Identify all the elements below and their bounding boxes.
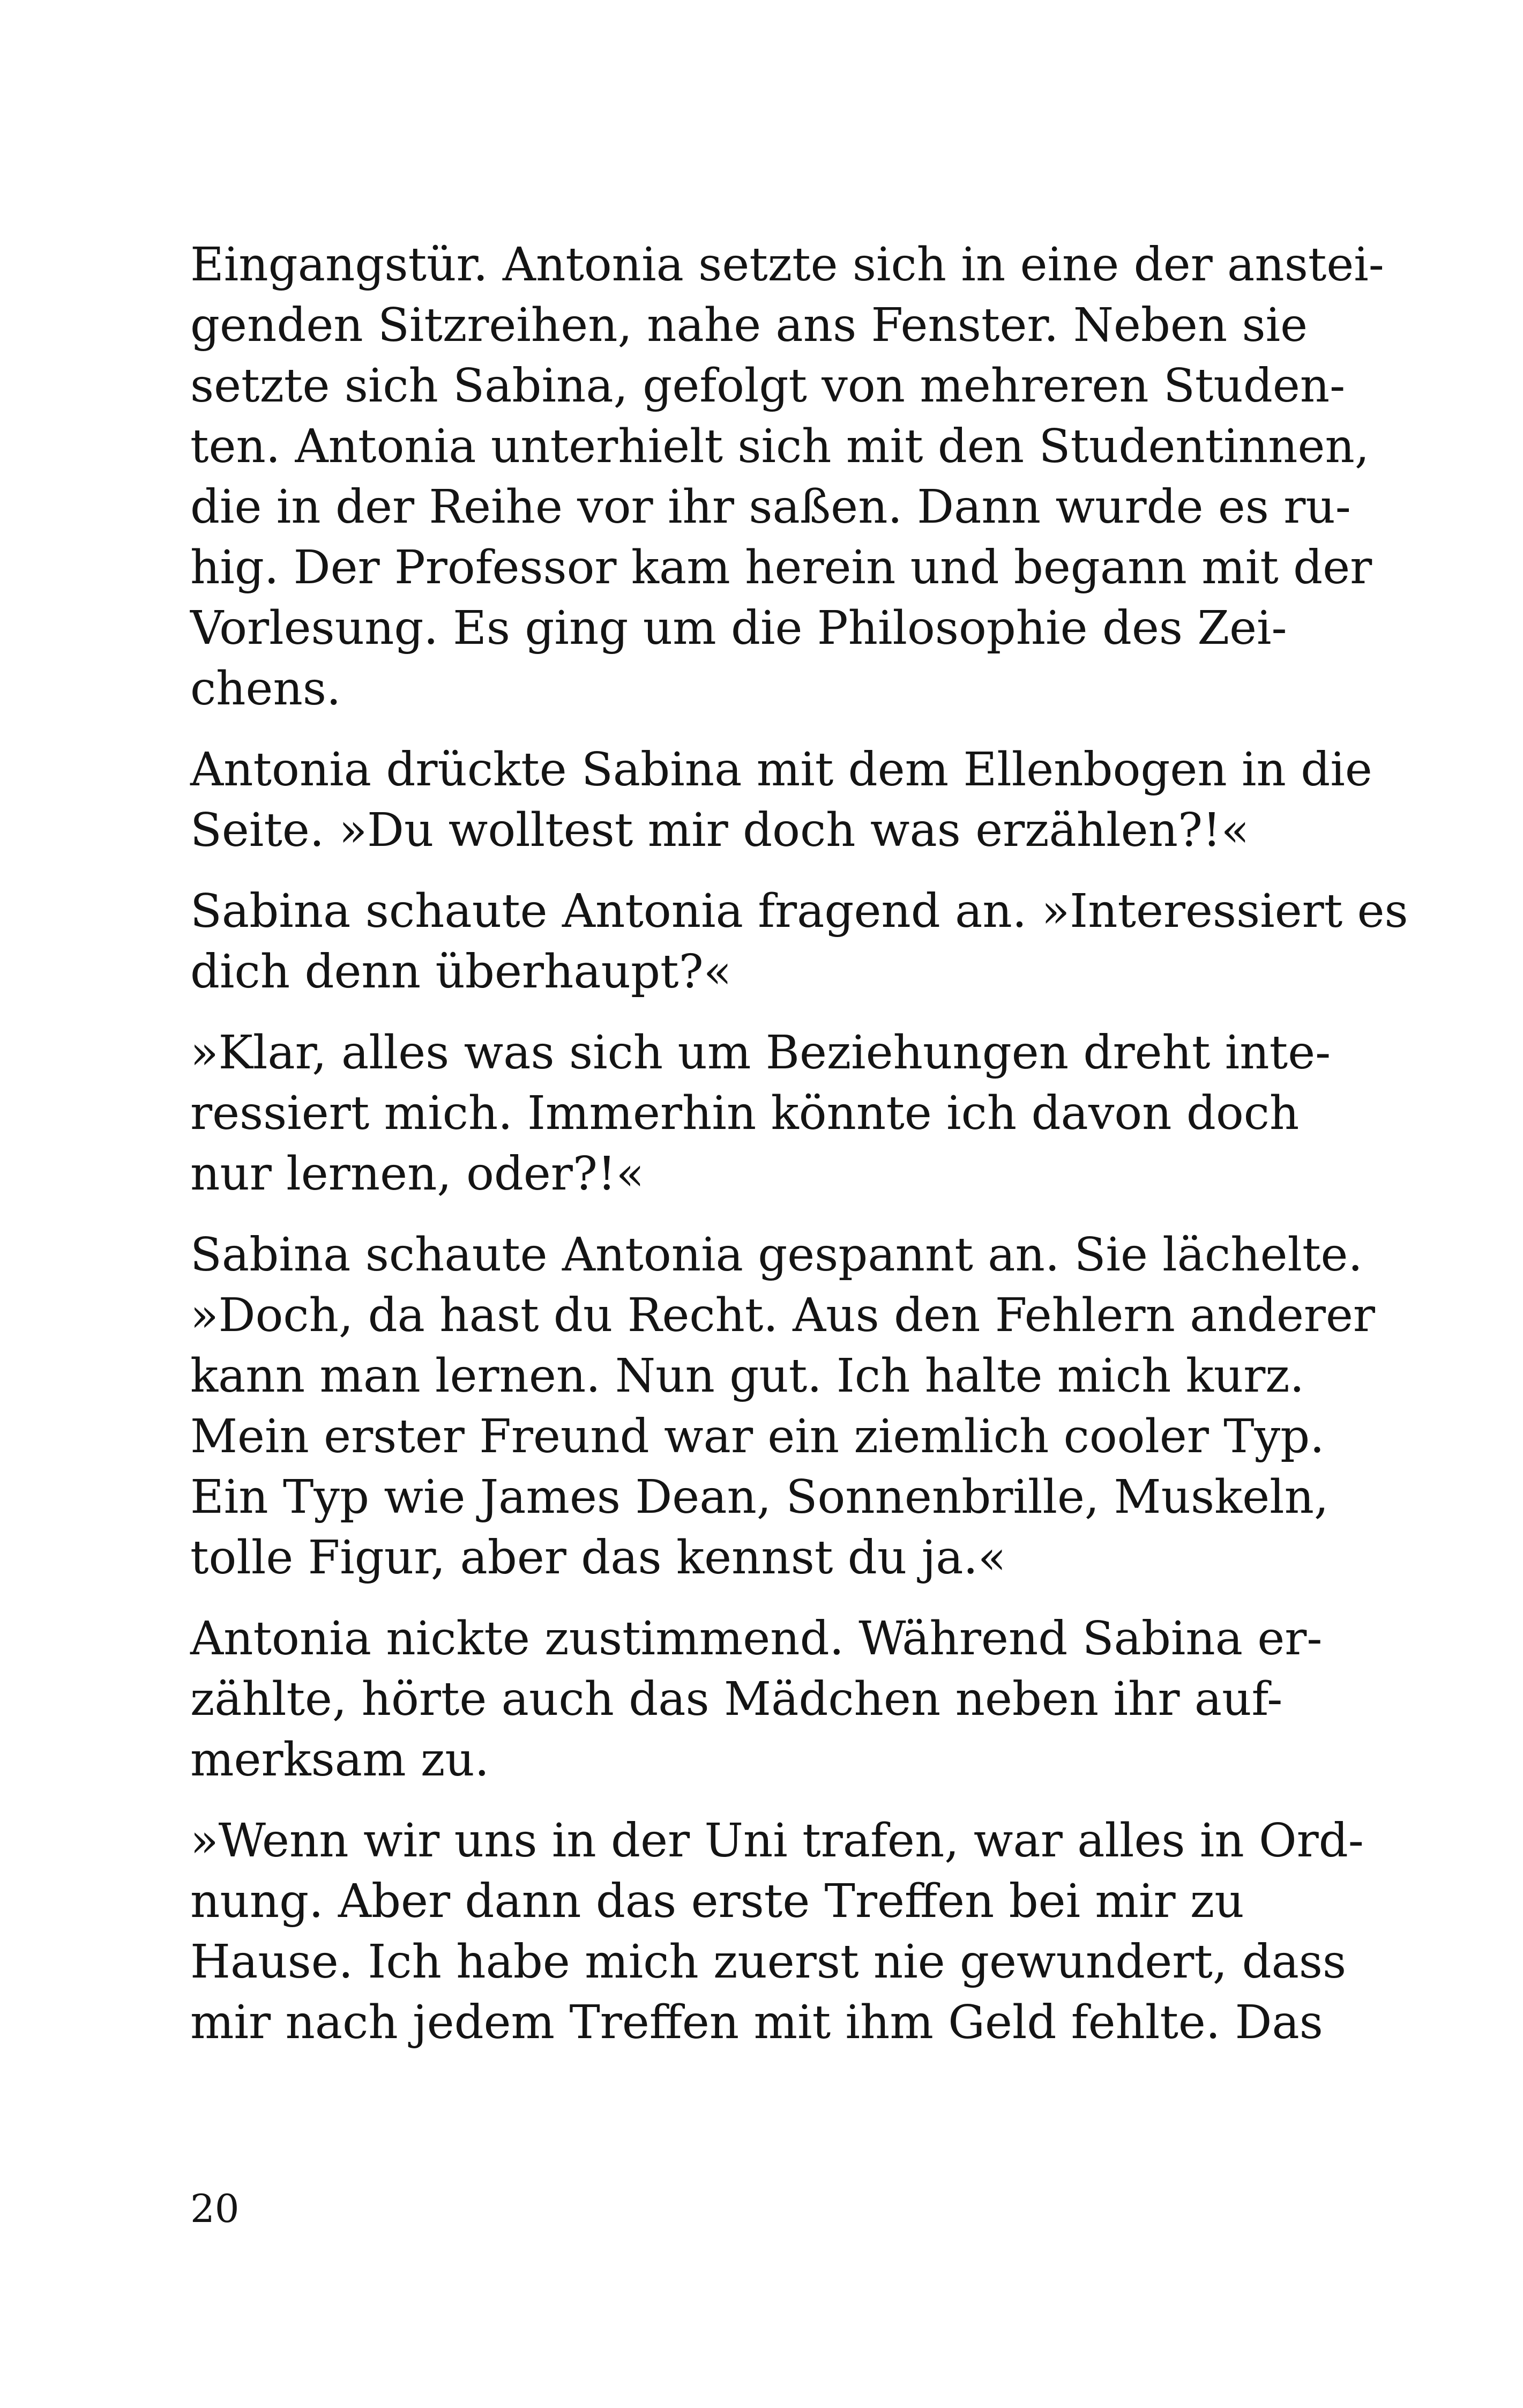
- page-number: 20: [190, 2186, 240, 2231]
- text-line: mir nach jedem Treffen mit ihm Geld fehlte. Das: [190, 1996, 1323, 2049]
- text-line: nur lernen, oder?!«: [190, 1147, 645, 1201]
- paragraph: [190, 881, 1408, 1002]
- text-line: »Klar, alles was sich um Beziehungen dreht inte-: [190, 1026, 1331, 1080]
- text-line: »Doch, da hast du Recht. Aus den Fehlern anderer: [190, 1289, 1375, 1342]
- body-text: [190, 235, 1408, 2073]
- text-line: hig. Der Professor kam herein und begann mit der: [190, 541, 1372, 594]
- text-line: merksam zu.: [190, 1733, 489, 1787]
- text-line: Vorlesung. Es ging um die Philosophie des Zei-: [190, 601, 1287, 655]
- paragraph: [190, 740, 1372, 861]
- paragraph: [190, 1225, 1375, 1588]
- text-line: dich denn überhaupt?«: [190, 945, 732, 999]
- text-line: ten. Antonia unterhielt sich mit den Studentinnen,: [190, 420, 1370, 473]
- text-line: ressiert mich. Immerhin könnte ich davon doch: [190, 1087, 1300, 1140]
- text-line: Seite. »Du wolltest mir doch was erzählen?!«: [190, 804, 1250, 857]
- text-line: zählte, hörte auch das Mädchen neben ihr auf-: [190, 1673, 1283, 1726]
- paragraph: [190, 1023, 1331, 1205]
- text-line: chens.: [190, 662, 341, 716]
- text-line: tolle Figur, aber das kennst du ja.«: [190, 1531, 1006, 1585]
- paragraph: [190, 1811, 1364, 2053]
- paragraph: [190, 1609, 1323, 1790]
- text-line: Ein Typ wie James Dean, Sonnenbrille, Muskeln,: [190, 1470, 1329, 1524]
- text-line: setzte sich Sabina, gefolgt von mehreren Studen-: [190, 359, 1346, 413]
- text-line: nung. Aber dann das erste Treffen bei mir zu: [190, 1875, 1244, 1928]
- text-line: Sabina schaute Antonia gespannt an. Sie lächelte.: [190, 1228, 1363, 1282]
- paragraph: [190, 235, 1384, 719]
- text-line: die in der Reihe vor ihr saßen. Dann wurde es ru-: [190, 480, 1351, 534]
- text-line: Mein erster Freund war ein ziemlich cooler Typ.: [190, 1410, 1325, 1463]
- text-line: genden Sitzreihen, nahe ans Fenster. Neben sie: [190, 299, 1308, 352]
- text-line: kann man lernen. Nun gut. Ich halte mich kurz.: [190, 1349, 1304, 1403]
- text-line: Hause. Ich habe mich zuerst nie gewundert, dass: [190, 1935, 1347, 1989]
- text-line: Sabina schaute Antonia fragend an. »Interessiert es: [190, 885, 1408, 938]
- text-line: »Wenn wir uns in der Uni trafen, war alles in Ord-: [190, 1814, 1364, 1868]
- text-line: Antonia drückte Sabina mit dem Ellenbogen in die: [190, 743, 1372, 797]
- text-line: Eingangstür. Antonia setzte sich in eine der anstei-: [190, 238, 1384, 292]
- text-line: Antonia nickte zustimmend. Während Sabina er-: [190, 1612, 1323, 1666]
